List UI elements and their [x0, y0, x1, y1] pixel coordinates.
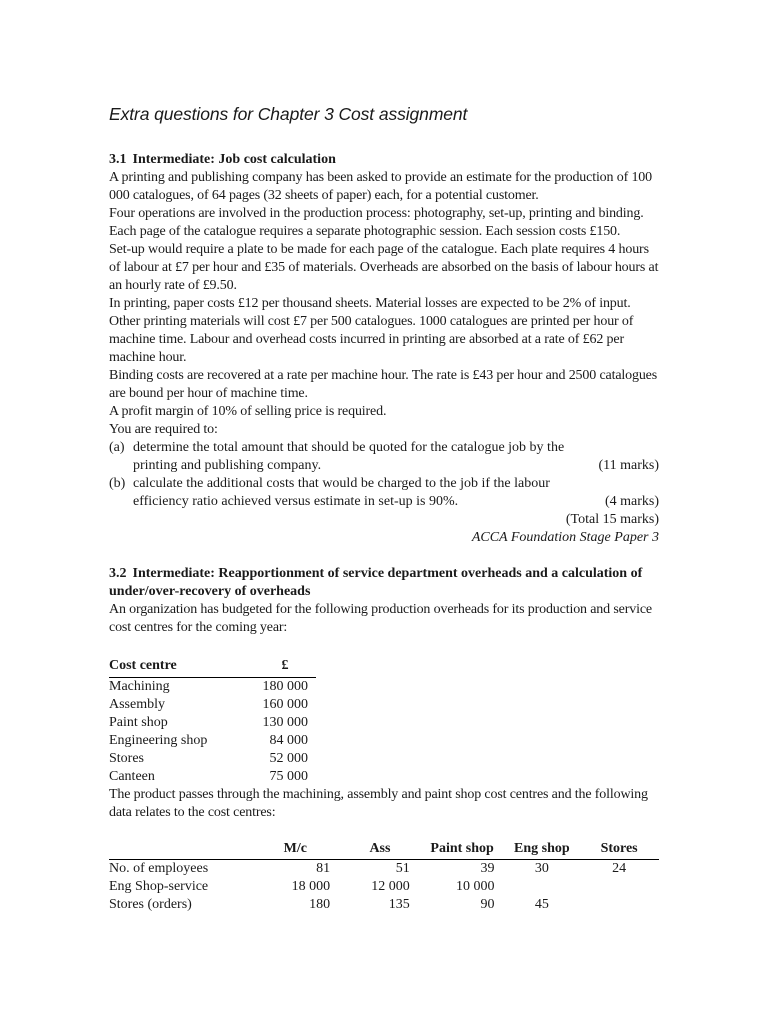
- cell: 10 000: [455, 879, 495, 894]
- column-header: Cost centre: [109, 655, 254, 678]
- marks: (11 marks): [598, 458, 659, 473]
- paragraph: The product passes through the machining, assembly and paint shop cost centres and the following data relates to the cost centres:: [109, 787, 648, 820]
- row-label: Eng Shop-service: [109, 879, 209, 894]
- cell: 81: [316, 861, 331, 876]
- paragraph: Set-up would require a plate to be made for each page of the catalogue. Each plate requires 4 hours of labour at £7 per hour and £35 of materials. Overheads are absorbed on the basis of labour hours at an hourly rate of £9.50.: [109, 242, 659, 293]
- cell: [579, 878, 659, 896]
- requirement-a: [109, 439, 659, 475]
- source-citation: ACCA Foundation Stage Paper 3: [471, 530, 659, 545]
- cell: 52 000: [269, 751, 308, 766]
- document-page: [109, 104, 659, 914]
- column-header: Paint shop: [420, 839, 505, 860]
- cell: 135: [388, 897, 410, 912]
- table-row: [109, 696, 316, 714]
- cell: Assembly: [109, 697, 165, 712]
- cell: 39: [480, 861, 495, 876]
- cell: 51: [395, 861, 410, 876]
- question-number: 3.2: [109, 566, 127, 581]
- table-row: [109, 768, 316, 786]
- cell: Machining: [109, 679, 170, 694]
- cell: 180 000: [262, 679, 308, 694]
- column-header: Stores: [579, 839, 659, 860]
- cell: 12 000: [371, 879, 410, 894]
- table-header-row: [109, 839, 659, 860]
- requirement-label: (a): [109, 440, 125, 455]
- requirement-text: calculate the additional costs that would be charged to the job if the labour efficiency ratio achieved versus estimate in set-up is 90%.: [133, 476, 550, 509]
- row-label: Stores (orders): [109, 897, 192, 912]
- column-header: M/c: [250, 839, 340, 860]
- paragraph: An organization has budgeted for the following production overheads for its production and service cost centres for the coming year:: [109, 602, 652, 635]
- question-heading: [109, 565, 659, 601]
- table-row: [109, 750, 316, 768]
- question-heading: [109, 151, 659, 169]
- requirement-label: (b): [109, 476, 126, 491]
- marks: (4 marks): [604, 494, 659, 509]
- paragraph: Binding costs are recovered at a rate per machine hour. The rate is £43 per hour and 2500 catalogues are bound per hour of machine time.: [109, 368, 658, 401]
- table-row: [109, 896, 659, 914]
- question-number: 3.1: [109, 152, 127, 167]
- paragraph: Each page of the catalogue requires a separate photographic session. Each session costs £150.: [109, 224, 621, 239]
- chapter-title: Extra questions for Chapter 3 Cost assignment: [109, 104, 468, 124]
- column-header: Ass: [340, 839, 420, 860]
- table-header-row: [109, 655, 316, 678]
- cell: [579, 896, 659, 914]
- cell: 160 000: [262, 697, 308, 712]
- column-header: £: [254, 655, 316, 678]
- cost-centre-table: [109, 655, 316, 786]
- cell: [504, 878, 579, 896]
- question-title: Intermediate: Reapportionment of service department overheads and a calculation of under/over-recovery of overheads: [109, 566, 643, 599]
- cell: 75 000: [269, 769, 308, 784]
- cost-centre-data-table: [109, 839, 659, 914]
- column-header: Eng shop: [504, 839, 579, 860]
- question-3-2: [109, 565, 659, 914]
- question-3-1: [109, 151, 659, 547]
- requirement-text: determine the total amount that should be quoted for the catalogue job by the printing and publishing company.: [133, 440, 565, 473]
- paragraph: In printing, paper costs £12 per thousand sheets. Material losses are expected to be 2% of input. Other printing materials will cost £7 per 500 catalogues. 1000 catalogues are printed per hour of machine time. Labour and overhead costs incurred in printing are absorbed at a rate of £62 per machine hour.: [109, 296, 634, 365]
- paragraph: You are required to:: [109, 422, 218, 437]
- cell: 84 000: [269, 733, 308, 748]
- table-row: [109, 678, 316, 697]
- table-row: [109, 714, 316, 732]
- table-row: [109, 860, 659, 879]
- requirement-b: [109, 475, 659, 511]
- cell: Canteen: [109, 769, 155, 784]
- row-label: No. of employees: [109, 861, 209, 876]
- cell: Paint shop: [109, 715, 168, 730]
- cell: Engineering shop: [109, 733, 208, 748]
- paragraph: Four operations are involved in the production process: photography, set-up, printing and binding.: [109, 206, 644, 221]
- cell: 180: [309, 897, 331, 912]
- cell: 30: [534, 861, 549, 876]
- paragraph: A printing and publishing company has been asked to provide an estimate for the production of 100 000 catalogues, of 64 pages (32 sheets of paper) each, for a potential customer.: [109, 170, 652, 203]
- cell: 24: [612, 861, 627, 876]
- table-row: [109, 732, 316, 750]
- total-marks: (Total 15 marks): [565, 512, 659, 527]
- cell: 130 000: [262, 715, 308, 730]
- cell: 45: [534, 897, 549, 912]
- cell: Stores: [109, 751, 144, 766]
- cell: 90: [480, 897, 495, 912]
- question-title: Intermediate: Job cost calculation: [132, 152, 336, 167]
- cell: 18 000: [291, 879, 331, 894]
- paragraph: A profit margin of 10% of selling price is required.: [109, 404, 387, 419]
- table-row: [109, 878, 659, 896]
